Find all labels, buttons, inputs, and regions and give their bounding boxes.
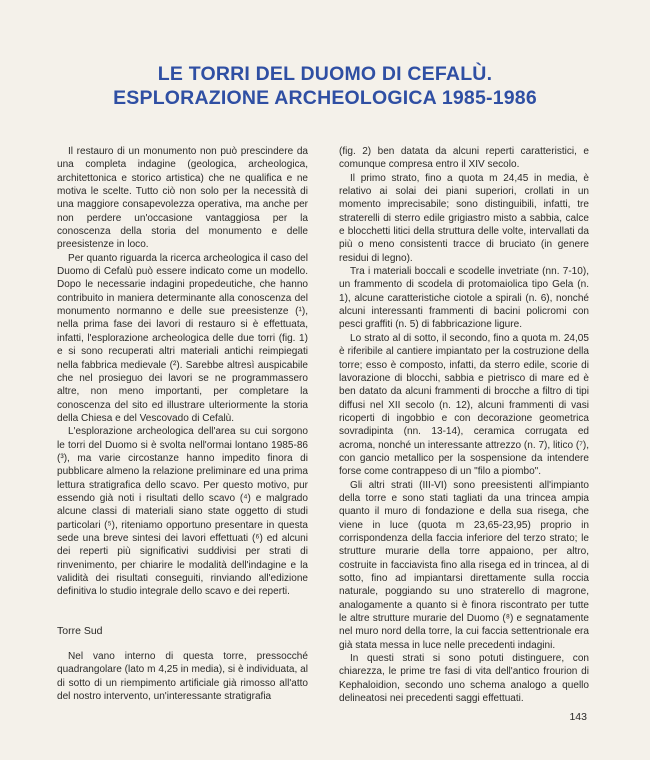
paragraph: Il restauro di un monumento non può prescindere da una completa indagine (geologica, archeologica, architettonica e storico artistica) che ne qualifica e ne motiva le scelte. Tutto ciò non solo per la necessità di una maggiore consapevolezza operativa, ma anche per non perdere un'occasione vantaggiosa per la conoscenza della storia del monumento e delle preesistenze in loco. — [57, 146, 308, 251]
paragraph: Lo strato al di sotto, il secondo, fino a quota m. 24,05 è riferibile al cantiere impiantato per la costruzione della torre; esso è composto, infatti, da sterro edile, scorie di lavorazione di blocchi, sabbia e pietrisco di mare ed è ben datato da alcuni frammenti di brocche a filtro di tipi diffusi nel XII secolo (n. 12), alcuni frammenti di vasi ricoperti di ingobbio e con decorazione geometrica sovradipinta (nn. 13-14), ceramica corrugata ed acroma, nonché un interessante attrezzo (n. 7), litico (⁷), con gancio metallico per la sospensione da intendere forse come contrappeso di un "filo a piombo". — [339, 332, 589, 478]
paragraph: Tra i materiali boccali e scodelle invetriate (nn. 7-10), un frammento di scodela di protomaiolica tipo Gela (n. 1), alcune caratteristiche ciotole a spirali (n. 6), nonché alcuni interessanti frammenti di bacini policromi con pesci graffiti (n. 5) di fabbricazione ligure. — [339, 266, 589, 331]
right-column — [339, 145, 589, 705]
paragraph: Per quanto riguarda la ricerca archeologica il caso del Duomo di Cefalù può essere indicato come un modello. Dopo le necessarie indagini propedeutiche, che hanno contribuito in maniera determinante alla conoscenza del monumento normanno e delle sue preesistenze (¹), nella prima fase dei lavori di restauro si è effettuata, infatti, l'esplorazione archeologica delle due torri (fig. 1) e si sono recuperati altri materiali antichi reimpiegati nella fabbrica medievale (²). Sarebbe altresì auspicabile che nel prosieguo dei lavori se ne programmassero altre, non meno importanti, per completare la conoscenza del sito ed illustrare ulteriormente la storia della Chiesa e del Vescovado di Cefalù. — [57, 252, 308, 424]
article-title — [0, 62, 650, 110]
paragraph: Nel vano interno di questa torre, pressocché quadrangolare (lato m 4,25 in media), si è individuata, al di sotto di un riempimento artificiale già rimosso all'atto del nostro intervento, un'interessante stratigrafia — [57, 651, 308, 703]
title-line-2: ESPLORAZIONE ARCHEOLOGICA 1985-1986 — [113, 87, 537, 109]
paragraph: (fig. 2) ben datata da alcuni reperti caratteristici, e comunque compresa entro il XIV secolo. — [339, 146, 589, 171]
paragraph: L'esplorazione archeologica dell'area su cui sorgono le torri del Duomo si è svolta nell'ormai lontano 1985-86 (³), ma varie circostanze hanno impedito finora di pubblicare almeno la relazione preliminare ed una prima lettura stratigrafica dello scavo. Per questo motivo, pur essendo già noti i risultati dello scavo (⁴) e malgrado alcune classi di materiali siano state oggetto di studi particolari (⁵), riteniamo opportuno presentare in questa sede una breve sintesi dei lavori effettuati (⁶) ed alcuni dei reperti più significativi suddivisi per strati di rinvenimento, per chiarire le modalità dell'indagine e la validità dei risultati conseguiti, rinviando all'edizione definitiva lo studio integrale dello scavo e dei reperti. — [57, 426, 308, 598]
paragraph: Gli altri strati (III-VI) sono preesistenti all'impianto della torre e sono stati tagliati da una trincea ampia quanto il muro di fondazione e della sua risega, che viene in luce (quota m 23,65-23,95) proprio in corrispondenza della faccia inferiore del terzo strato; le strutture murarie della torre appaiono, per altro, costruite in facciavista fino alla risega ed in trincea, al di sotto, fino ad impiantarsi direttamente sulla roccia naturale, poggiando su uno straterello di magrone, analogamente a quanto si è finora riscontrato per tutte le altre strutture murarie del Duomo (⁸) e segnatamente nel muro nord della torre, la cui faccia settentrionale era già stata messa in luce nelle precedenti indagini. — [339, 479, 589, 651]
left-column — [57, 145, 308, 703]
page-number: 143 — [569, 711, 587, 723]
section-heading: Torre Sud — [57, 624, 103, 637]
title-line-1: LE TORRI DEL DUOMO DI CEFALÙ. — [157, 63, 493, 85]
paragraph: Il primo strato, fino a quota m 24,45 in media, è relativo ai solai dei piani superiori, crollati in un momento imprecisabile; sono distinguibili, infatti, tre straterelli di sterro edile grigiastro misto a sabbia, calce e blocchetti litici della struttura delle volte, intervallati da più o meno consistenti tracce di bruciato (in genere residui di legno). — [339, 172, 589, 264]
paragraph: In questi strati si sono potuti distinguere, con chiarezza, le prime tre fasi di vita dell'antico frourion di Kephaloidion, secondo uno schema analogo a quello delineatosi nei precedenti saggi effettuati. — [339, 653, 589, 705]
